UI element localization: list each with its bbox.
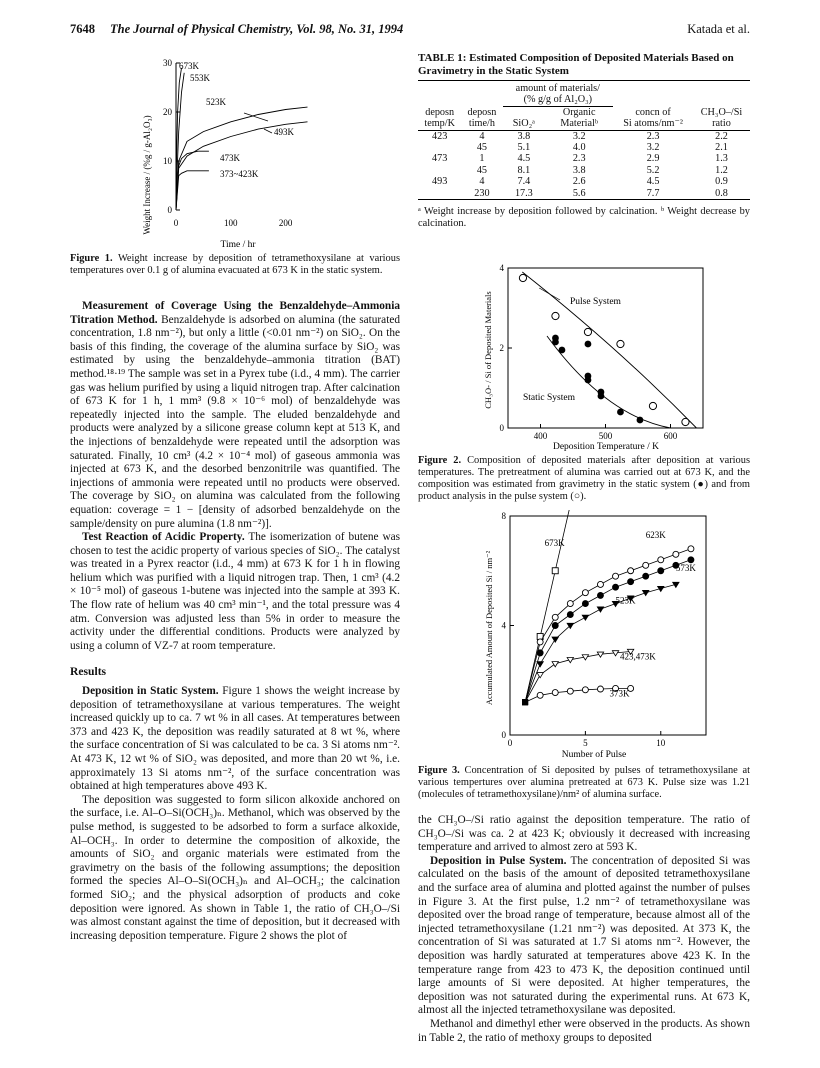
figure-2 [478, 262, 708, 452]
figure-3-point [658, 568, 664, 574]
table-cell: 8.1 [517, 164, 531, 176]
table-row [418, 188, 750, 200]
running-header [70, 22, 750, 42]
table-row [418, 130, 750, 142]
figure-3-chart [478, 510, 718, 760]
figure-2-ytick-label: 2 [499, 343, 504, 353]
figure-2-caption [418, 455, 750, 503]
figure-1-xtick-label: 0 [173, 218, 179, 228]
table-1-label: TABLE 1: [418, 52, 467, 64]
figure-3-point [597, 581, 603, 587]
table-cell: 4 [479, 176, 485, 188]
figure-3-point [537, 673, 543, 678]
figure-2-ytick-label: 4 [499, 263, 504, 273]
figure-3-point [552, 568, 558, 574]
table-cell: 473 [432, 153, 448, 165]
figure-1-xlabel: Time / hr [220, 240, 256, 250]
figure-3-point [597, 686, 603, 692]
figure-1-curve-label: 673K [179, 61, 199, 71]
table-cell: 3.8 [517, 130, 531, 142]
figure-3-frame [510, 516, 706, 735]
section-bat-heading: Measurement of Coverage Using the Benzaldehyde–Ammonia Titration Method. [70, 300, 400, 326]
figure-3-xtick-label: 0 [507, 738, 513, 748]
figure-2-static-point [559, 347, 566, 354]
table-1-h-conc-2: Si atoms/nm⁻² [623, 118, 683, 130]
table-1-grid [418, 80, 750, 200]
table-cell: 4 [479, 130, 485, 142]
figure-3-point [567, 601, 573, 607]
figure-1-curve-label: 373~423K [220, 169, 259, 179]
figure-3-point [643, 573, 649, 579]
figure-3-curve [525, 549, 691, 702]
table-row [418, 165, 750, 176]
running-authors: Katada et al. [687, 22, 750, 36]
figure-3-point [537, 662, 543, 667]
table-cell: 2.6 [572, 176, 586, 188]
figure-1-ytick-label: 30 [163, 58, 172, 68]
figure-3-point [567, 612, 573, 618]
figure-3-point [537, 639, 543, 645]
table-cell: 45 [476, 164, 487, 176]
table-cell [418, 188, 461, 200]
figure-3-point [552, 614, 558, 620]
figure-2-static-point [552, 335, 559, 342]
figure-2-pulse-point [584, 328, 591, 335]
right-paragraph-1: the CH₃O–/Si ratio against the deposition temperature. The ratio of CH₃O–/Si was ca. 2 at 423 K; obviously it decreased with increasing temperature and arrived to almost zero at 593 K. [418, 814, 750, 854]
table-cell: 3.2 [646, 142, 660, 154]
figure-3-point [597, 592, 603, 598]
figure-3-caption-text: Concentration of Si deposited by pulses of tetramethoxysilane at various tempertures over alumina pretreated at 673 K. Pulse size was 1.21 (molecules of tetramethoxysilane)/nm² of alumina surface. [418, 765, 750, 800]
table-cell: 1.3 [715, 153, 728, 165]
figure-2-static-point [598, 393, 605, 400]
table-cell: 230 [474, 187, 490, 199]
table-row [418, 142, 750, 153]
table-1-h-temp-1: deposn [425, 106, 455, 118]
table-1-h-org-2: Materialᵇ [560, 118, 599, 130]
figure-3-point [613, 573, 619, 579]
figure-1-caption-text: Weight increase by deposition of tetramethoxysilane at various temperatures over 0.1 g of alumina evacuated at 673 K in the static system. [70, 253, 400, 276]
figure-3-point [537, 692, 543, 698]
table-cell: 7.4 [517, 176, 531, 188]
figure-1-curve-label: 523K [206, 97, 226, 107]
figure-3-point [522, 699, 528, 705]
table-cell: 2.3 [646, 130, 660, 142]
table-cell: 423 [432, 130, 448, 142]
figure-3-point [613, 584, 619, 590]
figure-3-point [582, 687, 588, 693]
table-cell: 0.8 [715, 187, 728, 199]
table-1-footnote: ᵃ Weight increase by deposition followed by calcination. ᵇ Weight decrease by calcination. [418, 206, 750, 230]
section-acidic-text: The isomerization of butene was chosen to test the acidic property of various species of SiO₂. The catalyst was treated in a Pyrex reactor (i.d., 4 mm) at 673 K for 1 h in flowing helium which was purified with a liquid nitrogen trap. Then, 1 cm³ (4.2 × 10⁻⁵ mol) of gaseous 1-butene was injected into the sample at 393 K. The flow rate of helium was 40 cm³ min⁻¹, and the total pressure was 4 atm. Conversion was adjusted less than 5% in order to measure the activity under the differential conditions. Products were analyzed by using a column of VZ-7 at room temperature. [70, 531, 401, 652]
figure-2-frame [508, 268, 703, 428]
figure-2-static-point [585, 377, 592, 384]
figure-2-xtick-label: 600 [663, 431, 678, 441]
figure-2-label-pointer [539, 288, 560, 300]
section-pulse-heading: Deposition in Pulse System. [430, 854, 567, 867]
table-cell: 493 [432, 176, 448, 188]
table-1 [418, 52, 750, 230]
figure-2-static-trend [547, 336, 671, 428]
figure-3-point [552, 690, 558, 696]
section-acidic-heading: Test Reaction of Acidic Property. [82, 531, 245, 544]
table-1-h-ratio-2: ratio [712, 118, 731, 130]
table-row [418, 176, 750, 187]
section-bat-text: Benzaldehyde is adsorbed on alumina (the saturated concentration, 1.8 nm⁻²), but only a little (<0.01 nm⁻²) on SiO₂. On the basis of this finding, the coverage of the alumina surface by SiO₂ was estimated by using the benzaldehyde–ammonia titration (BAT) method.¹⁸·¹⁹ The sample was set in a Pyrex tube (i.d., 4 mm). The carrier gas was helium purified by using a liquid nitrogen trap. After calcination of 673 K for 1 h, 1 mm³ (9.8 × 10⁻⁶ mol) of benzaldehyde was repeatedly injected into the sample. The eluded benzaldehyde and products were analyzed by a silicone grease column kept at 513 K, and the injections of benzaldehyde were repeated until the adsorption was saturated. Finally, 10 cm³ (4.2 × 10⁻⁴ mol) of gaseous ammonia was injected at 673 K, and the desorbed benzonitrile was quantified. The injections of ammonia were repeated until no products were observed. The coverage by SiO₂ on alumina was calculated from the following equation: coverage = 1 − [density of adsorbed benzaldehyde on the sample/density on pure alumina (1.8 nm⁻²)]. [70, 313, 400, 530]
table-1-h-conc-1: concn of [635, 106, 671, 118]
right-column-body [418, 814, 750, 1045]
figure-2-pulse-point [682, 418, 689, 425]
figure-1-curve-label: 553K [190, 73, 210, 83]
table-1-h-sio2: SiO₂ᵃ [512, 118, 535, 130]
table-cell: 7.7 [646, 187, 660, 199]
table-cell: 4.0 [572, 142, 586, 154]
figure-3-caption-label: Figure 3. [418, 765, 460, 776]
section-pulse-text: The concentration of deposited Si was calculated on the basis of the amount of deposited tetramethoxysilane and the surface area of alumina and plotted against the number of pulses in Figure 3. At the first pulse, 1.2 nm⁻² of tetramethoxysilane was deposited over the broad range of temperature, because almost all of the injected tetramethoxysilane (1.21 nm⁻²) was deposited. At 373 K, the concentration of Si was saturated at 1.7 Si atoms nm⁻². However, the deposition was hardly saturated at temperatures above 423 K. In the temperature range from 423 to 473 K, the deposition continued until large amounts of Si were deposited. At higher temperatures, the deposition was not saturated during the experimental runs. At 673 K, almost all the injected tetramethoxysilane was deposited. [418, 854, 751, 1017]
figure-2-xtick-label: 500 [598, 431, 613, 441]
results-heading: Results [70, 665, 107, 679]
figure-3-curve-label: 373K [609, 688, 630, 699]
figure-3-curve-label: 673K [544, 538, 565, 549]
table-cell: 4.5 [517, 153, 531, 165]
table-cell: 17.3 [514, 187, 533, 199]
figure-1-chart [138, 55, 338, 250]
table-row [418, 153, 750, 164]
table-cell: 2.2 [715, 130, 728, 142]
table-cell: 1 [479, 153, 485, 165]
figure-1-label-pointer [264, 129, 272, 133]
figure-1-xtick-label: 100 [224, 218, 238, 228]
figure-3-curve-label: 623K [645, 529, 666, 540]
figure-3-point [688, 546, 694, 552]
section-static-text-2: The deposition was suggested to form silicon alkoxide anchored on the surface, i.e. Al–O–Si(OCH₃)ₙ. Methanol, which was observed by the pulse method, is suggested to be adsorbed to form a surface alkoxide, Al–OCH₃. In order to determine the composition of alkoxide, the amounts of SiO₂ and organic materials were estimated from the gravimetry on the basis of the following assumptions; the deposition formed the species Al–O–Si(OCH₃)ₙ and Al–OCH₃; the calcination formed SiO₂; and the physical adsorption of products and coke deposition were ignored. As shown in Table 1, the ratio of CH₃O–/Si was almost constant against the time of deposition, but it decreased with increasing deposition temperature. Figure 2 shows the plot of [70, 793, 400, 942]
section-static-text: Figure 1 shows the weight increase by deposition of tetramethoxysilane at various temperatures. The weight increased quickly up to ca. 7 wt % in all cases. At temperatures between 373 and 423 K, the deposition was readily saturated at 8 wt %, where the surface concentration of Si was calculated to be ca. 3 Si atoms nm⁻². At 473 K, 12 wt % of SiO₂ was deposited, and more than 20 wt %, i.e. approximately 13 Si atoms nm⁻², of the surface concentration was obtained at high temperatures above 493 K. [70, 685, 401, 793]
table-cell [418, 165, 461, 176]
figure-3-point [628, 568, 634, 574]
figure-1-curve-label: 493K [274, 127, 294, 137]
figure-3-point [673, 551, 679, 557]
figure-3-point [552, 662, 558, 667]
figure-3-point [567, 688, 573, 694]
figure-1-xtick-label: 200 [278, 218, 293, 228]
figure-2-pulse-point [519, 274, 526, 281]
figure-3-ytick-label: 4 [501, 620, 506, 631]
table-cell: 2.1 [715, 142, 728, 154]
figure-2-label-pulse: Pulse System [570, 297, 621, 307]
table-cell: 4.5 [646, 176, 660, 188]
right-paragraph-3: Methanol and dimethyl ether were observed in the products. As shown in Table 2, the ratio of methoxy groups to deposited [418, 1017, 750, 1044]
figure-3-point [552, 623, 558, 629]
figure-3-point [642, 590, 648, 595]
table-1-h-time-2: time/h [468, 118, 495, 130]
figure-1-ytick-label: 20 [163, 107, 172, 117]
figure-2-caption-label: Figure 2. [418, 455, 462, 466]
table-1-h-ratio-1: CH₃O–/Si [700, 106, 743, 118]
table-cell: 3.2 [572, 130, 586, 142]
table-cell: 0.9 [715, 176, 728, 188]
figure-2-xlabel: Deposition Temperature / K [552, 442, 660, 452]
figure-2-pulse-point [552, 312, 559, 319]
figure-2-static-point [585, 341, 592, 348]
figure-1-curve-523K [176, 107, 308, 210]
table-cell: 5.1 [517, 142, 531, 154]
figure-1-curve-label: 473K [220, 153, 240, 163]
figure-1-caption [70, 253, 400, 277]
figure-2-ylabel: CH₃O- / Si of Deposited Materials [483, 291, 493, 409]
table-1-h-temp-2: temp/K [424, 118, 455, 130]
figure-3-ytick-label: 0 [501, 730, 506, 740]
figure-3-point [643, 562, 649, 568]
figure-3-caption [418, 765, 750, 801]
figure-2-chart [478, 262, 708, 452]
table-1-span-header-1: amount of materials/ [515, 83, 600, 94]
figure-3-ylabel: Accumulated Amount of Deposited Si / nm⁻² [484, 550, 494, 706]
figure-3-xlabel: Number of Pulse [561, 750, 627, 760]
table-1-span-header-2: (% g/g of Al₂O₃) [503, 94, 614, 106]
table-1-title: Estimated Composition of Deposited Materials Based on Gravimetry in the Static System [418, 52, 734, 77]
figure-2-static-point [617, 409, 624, 416]
figure-3-xtick-label: 10 [656, 738, 666, 748]
figure-3-curve-label: 523K [615, 595, 636, 606]
figure-3-curve-label: 573K [675, 562, 696, 573]
figure-1 [138, 55, 338, 250]
figure-2-ytick-label: 0 [499, 423, 504, 433]
left-column-body [70, 300, 400, 943]
figure-3-point [658, 557, 664, 563]
figure-2-pulse-trend [522, 272, 696, 428]
figure-3-point [537, 650, 543, 656]
figure-1-caption-label: Figure 1. [70, 253, 113, 264]
figure-3-point [582, 590, 588, 596]
figure-3-point [582, 615, 588, 620]
figure-3 [478, 510, 718, 760]
figure-3-point [628, 579, 634, 585]
figure-1-ylabel: Weight Increase / (%g / g-Al₂O₃) [142, 115, 152, 235]
figure-2-xtick-label: 400 [533, 431, 548, 441]
figure-2-caption-text: Composition of deposited materials after deposition at various temperatures. The pretreatment of alumina was carried out at 673 K, and the composition was estimated from gravimetry in the static system (●) and from product analysis in the pulse system (○). [418, 455, 750, 502]
figure-1-curve-473K [176, 151, 209, 210]
figure-3-curve-label: 423,473K [620, 651, 656, 662]
table-cell: 5.6 [572, 187, 586, 199]
table-1-h-time-1: deposn [467, 106, 497, 118]
section-static-heading: Deposition in Static System. [82, 685, 219, 698]
page-number: 7648 [70, 22, 95, 36]
table-cell: 2.9 [646, 153, 660, 165]
figure-2-static-point [637, 417, 644, 424]
table-cell: 1.2 [715, 164, 728, 176]
figure-3-point [552, 637, 558, 642]
figure-1-ytick-label: 10 [163, 156, 172, 166]
table-cell: 45 [476, 142, 487, 154]
figure-3-curve [525, 560, 691, 702]
figure-2-pulse-point [617, 340, 624, 347]
figure-3-point [582, 601, 588, 607]
table-cell: 2.3 [572, 153, 586, 165]
table-cell: 5.2 [646, 164, 660, 176]
figure-3-point [597, 607, 603, 612]
journal-citation: The Journal of Physical Chemistry, Vol. 98, No. 31, 1994 [110, 22, 404, 36]
table-1-h-org-1: Organic [562, 106, 596, 118]
table-cell [418, 142, 461, 153]
figure-1-curve-373423K [176, 171, 209, 210]
figure-3-xtick-label: 5 [583, 738, 588, 748]
figure-1-ytick-label: 0 [167, 205, 172, 215]
figure-3-ytick-label: 8 [501, 511, 506, 521]
figure-2-label-static: Static System [523, 393, 575, 403]
table-cell: 3.8 [572, 164, 586, 176]
figure-2-pulse-point [649, 402, 656, 409]
